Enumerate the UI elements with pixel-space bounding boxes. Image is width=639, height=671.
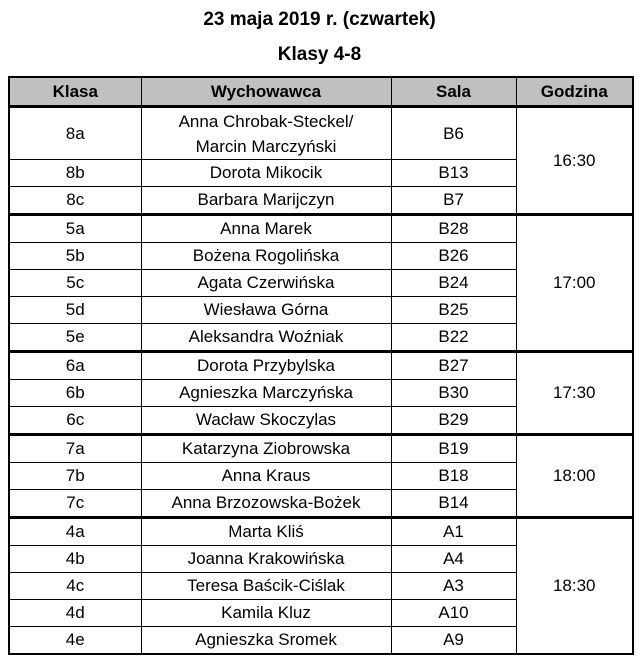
column-header-sala: Sala: [391, 77, 516, 107]
cell-sala: B7: [391, 187, 516, 215]
cell-sala: B13: [391, 160, 516, 187]
cell-sala: B29: [391, 407, 516, 435]
cell-klasa: 5d: [9, 297, 141, 324]
cell-godzina: 18:00: [516, 435, 633, 518]
cell-sala: B18: [391, 463, 516, 490]
cell-klasa: 8a: [9, 107, 141, 160]
table-row: [9, 518, 633, 546]
cell-klasa: 5a: [9, 215, 141, 243]
table-body: [9, 107, 633, 655]
cell-wychowawca: Bożena Rogolińska: [141, 243, 391, 270]
cell-godzina: 18:30: [516, 518, 633, 655]
cell-sala: A1: [391, 518, 516, 546]
cell-klasa: 4d: [9, 600, 141, 627]
cell-wychowawca: Kamila Kluz: [141, 600, 391, 627]
cell-wychowawca: Agata Czerwińska: [141, 270, 391, 297]
cell-wychowawca: Joanna Krakowińska: [141, 546, 391, 573]
cell-sala: B22: [391, 324, 516, 352]
column-header-wychowawca: Wychowawca: [141, 77, 391, 107]
cell-klasa: 8b: [9, 160, 141, 187]
cell-sala: B26: [391, 243, 516, 270]
cell-klasa: 5e: [9, 324, 141, 352]
cell-wychowawca: Anna Kraus: [141, 463, 391, 490]
table-row: [9, 215, 633, 243]
cell-sala: A3: [391, 573, 516, 600]
cell-wychowawca: Anna Brzozowska-Bożek: [141, 490, 391, 518]
cell-sala: B14: [391, 490, 516, 518]
page-subtitle: Klasy 4-8: [277, 44, 362, 65]
cell-klasa: 6b: [9, 380, 141, 407]
cell-sala: B30: [391, 380, 516, 407]
cell-klasa: 6a: [9, 352, 141, 380]
cell-klasa: 4a: [9, 518, 141, 546]
cell-klasa: 4b: [9, 546, 141, 573]
cell-klasa: 7b: [9, 463, 141, 490]
cell-wychowawca: Aleksandra Woźniak: [141, 324, 391, 352]
table-row: [9, 107, 633, 160]
schedule-table: [8, 76, 634, 655]
cell-sala: A4: [391, 546, 516, 573]
cell-sala: B19: [391, 435, 516, 463]
cell-godzina: 17:00: [516, 215, 633, 352]
cell-sala: A10: [391, 600, 516, 627]
table-row: [9, 435, 633, 463]
cell-sala: B6: [391, 107, 516, 160]
cell-klasa: 5b: [9, 243, 141, 270]
cell-sala: A9: [391, 627, 516, 655]
cell-wychowawca: Marta Kliś: [141, 518, 391, 546]
table-row: [9, 352, 633, 380]
cell-klasa: 5c: [9, 270, 141, 297]
cell-sala: B27: [391, 352, 516, 380]
cell-klasa: 7a: [9, 435, 141, 463]
cell-wychowawca: Barbara Marijczyn: [141, 187, 391, 215]
cell-klasa: 4c: [9, 573, 141, 600]
column-header-klasa: Klasa: [9, 77, 141, 107]
cell-wychowawca: Teresa Baścik-Ciślak: [141, 573, 391, 600]
cell-sala: B25: [391, 297, 516, 324]
cell-wychowawca: Agnieszka Sromek: [141, 627, 391, 655]
cell-wychowawca: Anna Marek: [141, 215, 391, 243]
cell-klasa: 7c: [9, 490, 141, 518]
cell-wychowawca: Dorota Przybylska: [141, 352, 391, 380]
cell-wychowawca: Katarzyna Ziobrowska: [141, 435, 391, 463]
table-header-row: [9, 77, 633, 107]
cell-wychowawca: Dorota Mikocik: [141, 160, 391, 187]
cell-klasa: 6c: [9, 407, 141, 435]
cell-klasa: 4e: [9, 627, 141, 655]
cell-godzina: 17:30: [516, 352, 633, 435]
column-header-godzina: Godzina: [516, 77, 633, 107]
cell-wychowawca: Anna Chrobak-Steckel/ Marcin Marczyński: [141, 107, 391, 160]
cell-wychowawca: Wacław Skoczylas: [141, 407, 391, 435]
cell-godzina: 16:30: [516, 107, 633, 215]
cell-wychowawca: Wiesława Górna: [141, 297, 391, 324]
cell-sala: B24: [391, 270, 516, 297]
page-title: 23 maja 2019 r. (czwartek): [203, 9, 436, 30]
cell-wychowawca: Agnieszka Marczyńska: [141, 380, 391, 407]
cell-sala: B28: [391, 215, 516, 243]
cell-klasa: 8c: [9, 187, 141, 215]
